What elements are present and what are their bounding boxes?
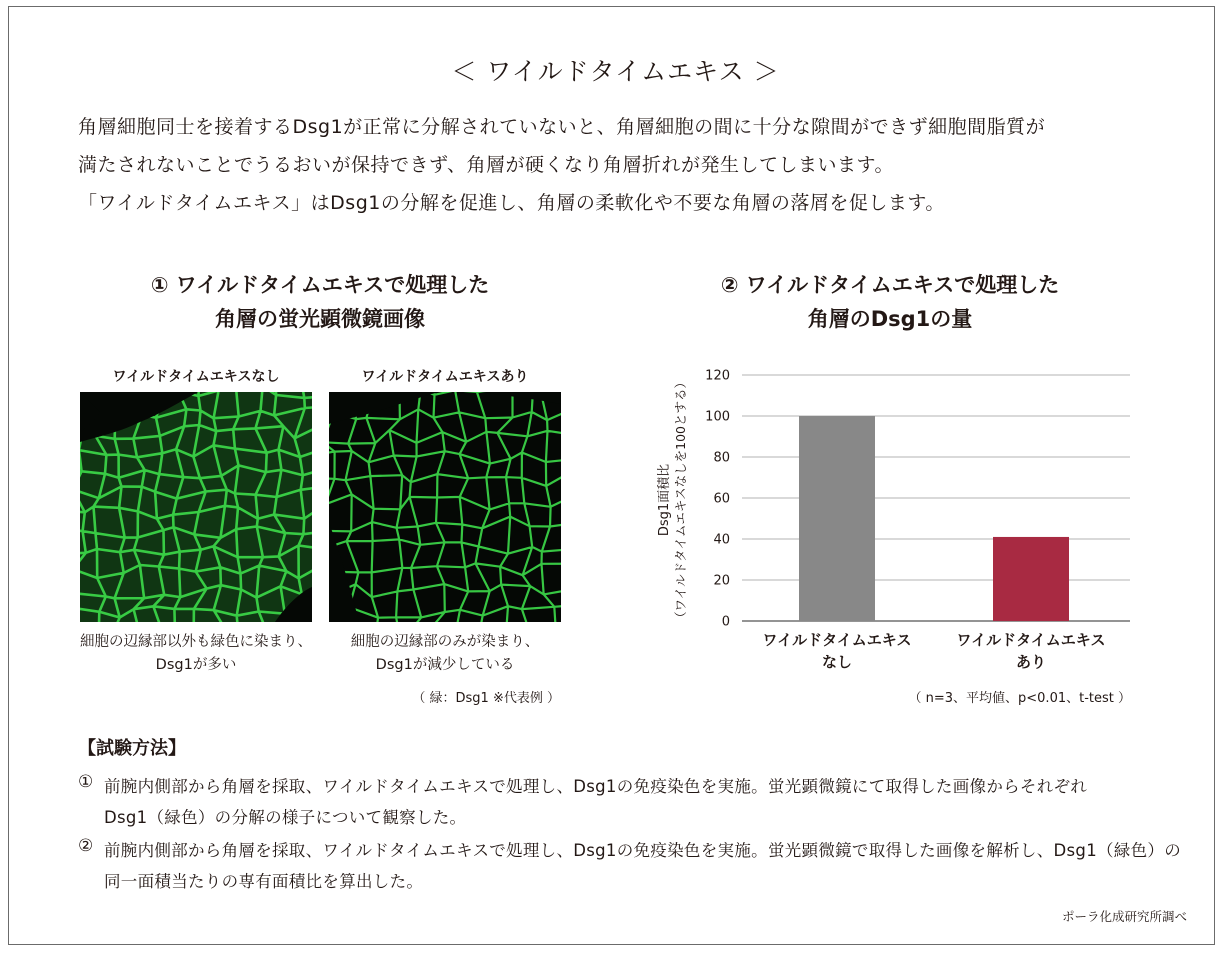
intro-line-2: 満たされないことでうるおいが保持できず、角層が硬くなり角層折れが発生してしまいます。 [78,154,894,176]
method1-number: ① [78,772,94,792]
y-tick-label: 40 [713,532,730,548]
panel1-caption-line1: 細胞の辺縁部以外も緑色に染まり、 [80,634,312,650]
y-tick-label: 0 [721,614,730,630]
micrograph-note: （ 緑：Dsg1 ※代表例 ） [412,691,560,706]
method1-line1: 前腕内側部から角層を採取、ワイルドタイムエキスで処理し、Dsg1の免疫染色を実施。蛍光顕微鏡にて取得した画像からそれぞれ [104,777,1088,796]
panel2-caption [319,631,571,677]
panel2-label: ワイルドタイムエキスあり [361,369,529,385]
y-tick-label: 100 [705,409,730,425]
method2-line2: 同一面積当たりの専有面積比を算出した。 [104,872,424,891]
x-tick-label-1 [747,629,927,673]
section2-title [650,268,1130,336]
x-tick-label-1-line2: なし [821,653,852,671]
credit: ポーラ化成研究所調べ [1061,909,1187,924]
methods-heading: 【試験方法】 [78,738,186,759]
section1-title-line1: ① ワイルドタイムエキスで処理した [150,273,490,297]
section2-title-line1: ② ワイルドタイムエキスで処理した [720,273,1060,297]
bar-chart [690,362,1140,632]
x-tick-label-2 [941,629,1121,673]
x-tick-label-1-line1: ワイルドタイムエキス [762,631,912,649]
micrograph-untreated [80,392,312,622]
method1-line2: Dsg1（緑色）の分解の様子について観察した。 [104,808,467,827]
y-axis-label-line2: （ワイルドタイムエキスなしを100とする） [673,376,688,624]
section2-title-line2: 角層のDsg1の量 [807,307,973,331]
bar-1 [799,416,875,621]
panel1-caption [70,631,322,677]
cell-borders [329,392,561,622]
y-tick-label: 60 [713,491,730,507]
intro-line-3: 「ワイルドタイムエキス」はDsg1の分解を促進し、角層の柔軟化や不要な角層の落屑を促します。 [78,192,945,214]
method2-number: ② [78,836,94,856]
x-tick-label-2-line2: あり [1015,653,1046,671]
intro-line-1: 角層細胞同士を接着するDsg1が正常に分解されていないと、角層細胞の間に十分な隙間ができず細胞間脂質が [78,116,1046,138]
panel2-caption-line2: Dsg1が減少している [375,657,515,673]
method2-line1: 前腕内側部から角層を採取、ワイルドタイムエキスで処理し、Dsg1の免疫染色を実施。蛍光顕微鏡で取得した画像を解析し、Dsg1（緑色）の [104,841,1181,860]
cell-network [329,392,561,622]
panel1-caption-line2: Dsg1が多い [155,657,237,673]
page-title: ＜ ワイルドタイムエキス ＞ [451,57,780,86]
background-region [479,392,561,404]
panel1-label: ワイルドタイムエキスなし [112,369,280,385]
x-tick-label-2-line1: ワイルドタイムエキス [956,631,1106,649]
panel2-caption-line1: 細胞の辺縁部のみが染まり、 [350,634,540,650]
section1-title-line2: 角層の蛍光顕微鏡画像 [215,307,425,331]
y-axis-label-line1: Dsg1面積比 [657,463,672,537]
chart-note: （ n=3、平均値、p<0.01、t-test ） [908,691,1131,706]
section1-title [80,268,560,336]
micrograph-treated-image [329,392,561,622]
y-tick-label: 20 [713,573,730,589]
micrograph-treated [329,392,561,622]
y-tick-label: 120 [705,368,730,384]
micrograph-untreated-image [80,392,312,622]
y-tick-label: 80 [713,450,730,466]
bar-2 [993,537,1069,621]
